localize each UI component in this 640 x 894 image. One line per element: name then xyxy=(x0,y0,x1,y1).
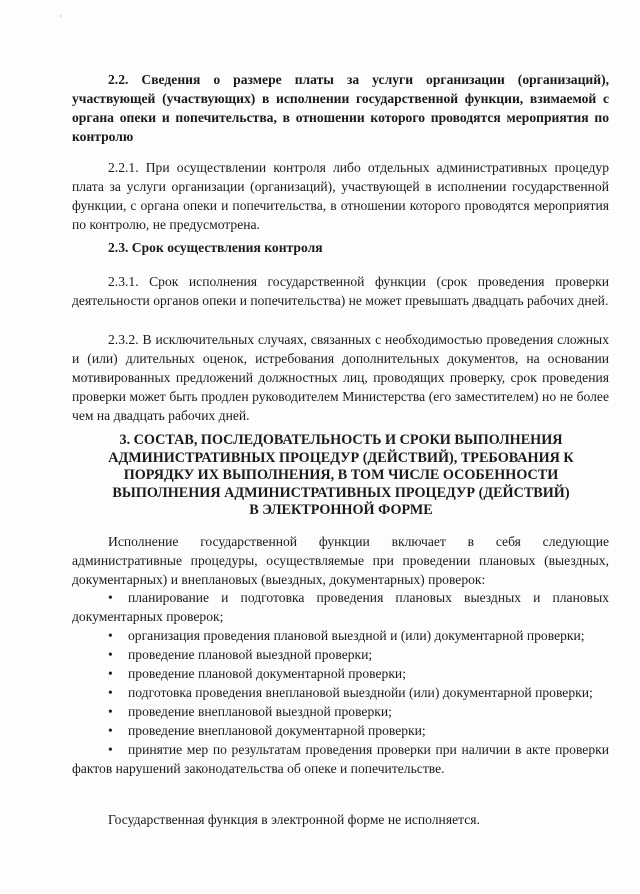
section-3-heading-line: АДМИНИСТРАТИВНЫХ ПРОЦЕДУР (ДЕЙСТВИЙ), ТРЕБОВАНИЯ К xyxy=(108,449,574,466)
section-2-2-heading: 2.2. Сведения о размере платы за услуги организации (организаций), участвующей (участвующих) в исполнении государственной функции, взимаемой с органа опеки и попечительства, в отношении которого проводятся мероприятия по контролю xyxy=(72,72,609,144)
bullet-icon: • xyxy=(108,723,113,738)
section-3-heading-line: ВЫПОЛНЕНИЯ АДМИНИСТРАТИВНЫХ ПРОЦЕДУР (ДЕЙСТВИЙ) xyxy=(112,484,570,501)
list-item xyxy=(72,588,609,626)
list-item xyxy=(72,626,609,645)
list-item-text: проведение плановой выездной проверки; xyxy=(128,647,373,662)
list-item-text: проведение плановой документарной проверки; xyxy=(128,666,406,681)
list-item xyxy=(72,702,609,721)
list-item-text: проведение внеплановой выездной проверки; xyxy=(128,704,392,719)
bullet-icon: • xyxy=(108,704,113,719)
list-item xyxy=(72,740,609,778)
closing-statement: Государственная функция в электронной форме не исполняется. xyxy=(108,812,480,827)
list-item-text: организация проведения плановой выездной и (или) документарной проверки; xyxy=(128,628,585,643)
paragraph-2-3-1: 2.3.1. Срок исполнения государственной функции (срок проведения проверки деятельности органов опеки и попечительства) не может превышать двадцать рабочих дней. xyxy=(72,274,609,308)
list-item-text: планирование и подготовка проведения плановых выездных и плановых документарных проверок; xyxy=(72,590,609,624)
list-item-text: принятие мер по результатам проведения проверки при наличии в акте проверки фактов нарушений законодательства об опеке и попечительстве. xyxy=(72,742,609,776)
list-item-text: проведение внеплановой документарной проверки; xyxy=(128,723,426,738)
paragraph-2-3-2: 2.3.2. В исключительных случаях, связанных с необходимостью проведения сложных и (или) длительных оценок, истребования дополнительных документов, на основании мотивированных предложений должностных лиц, проводящих проверку, срок проведения проверки может быть продлен руководителем Министерства (его заместителем) но не более чем на двадцать рабочих дней. xyxy=(72,332,609,423)
procedure-list xyxy=(72,588,609,778)
bullet-icon: • xyxy=(108,647,113,662)
section-3-heading-line: 3. СОСТАВ, ПОСЛЕДОВАТЕЛЬНОСТЬ И СРОКИ ВЫПОЛНЕНИЯ xyxy=(119,432,563,448)
bullet-icon: • xyxy=(108,590,113,605)
page-mark: ' xyxy=(60,14,62,25)
paragraph-2-2-1: 2.2.1. При осуществлении контроля либо отдельных административных процедур плата за услуги организации (организаций), участвующей в исполнении государственной функции, с органа опеки и попечительства, в отношении которого проводятся мероприятия по контролю, не предусмотрена. xyxy=(72,160,609,232)
bullet-icon: • xyxy=(108,628,113,643)
section-3-intro: Исполнение государственной функции включает в себя следующие административные процедуры, осуществляемые при проведении плановых (выездных, документарных) и внеплановых (выездных, документарных) проверок: xyxy=(72,534,609,587)
list-item xyxy=(72,721,609,740)
section-3-heading xyxy=(80,432,602,520)
section-3-heading-line: В ЭЛЕКТРОННОЙ ФОРМЕ xyxy=(249,502,433,518)
bullet-icon: • xyxy=(108,666,113,681)
list-item xyxy=(72,664,609,683)
bullet-icon: • xyxy=(108,742,113,757)
list-item-text: подготовка проведения внеплановой выезднойи (или) документарной проверки; xyxy=(128,685,593,700)
section-3-heading-line: ПОРЯДКУ ИХ ВЫПОЛНЕНИЯ, В ТОМ ЧИСЛЕ ОСОБЕННОСТИ xyxy=(123,467,559,483)
bullet-icon: • xyxy=(108,685,113,700)
list-item xyxy=(72,683,609,702)
section-2-3-heading: 2.3. Срок осуществления контроля xyxy=(108,240,323,255)
list-item xyxy=(72,645,609,664)
